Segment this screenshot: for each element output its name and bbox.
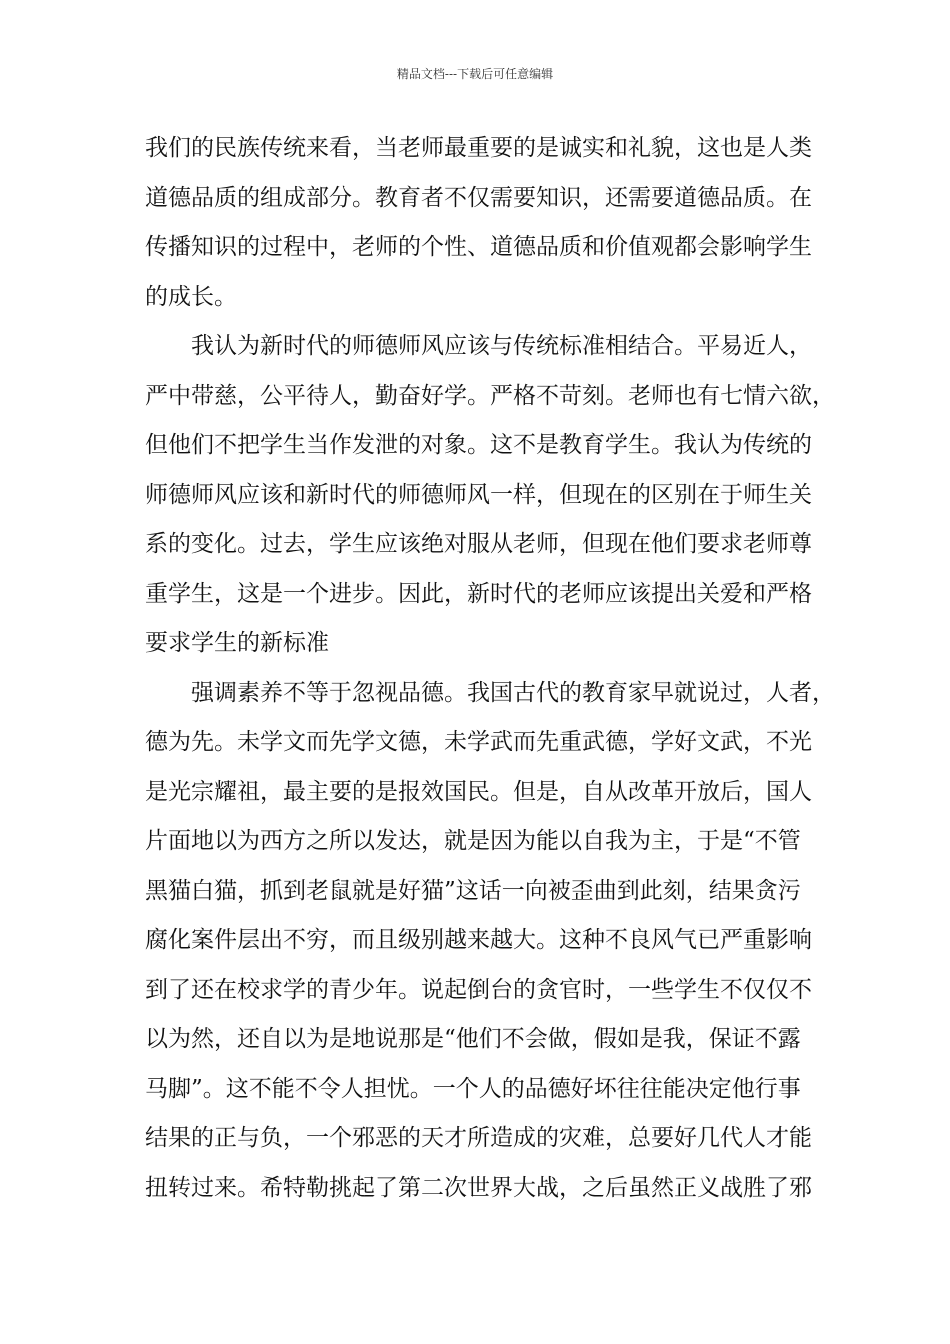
text-line: 师德师风应该和新时代的师德师风一样，但现在的区别在于师生关 [145,481,812,508]
text-line: 片面地以为西方之所以发达，就是因为能以自我为主，于是“不管 [145,828,801,854]
paragraph [145,669,835,1214]
text-line: 我认为新时代的师德师风应该与传统标准相结合。平易近人， [145,333,812,359]
text-line: 重学生，这是一个进步。因此，新时代的老师应该提出关爱和严格 [145,580,812,607]
text-line: 要求学生的新标准 [145,630,329,656]
text-line: 的成长。 [145,283,237,310]
document-body [145,124,835,1213]
page-header: 精品文档---下载后可任意编辑 [396,67,554,81]
text-line: 严中带慈，公平待人，勤奋好学。严格不苛刻。老师也有七情六欲， [145,382,835,409]
text-line: 腐化案件层出不穷，而且级别越来越大。这种不良风气已严重影响 [145,927,812,953]
text-line: 结果的正与负，一个邪恶的天才所造成的灾难，总要好几代人才能 [145,1125,812,1151]
text-line: 我们的民族传统来看，当老师最重要的是诚实和礼貌，这也是人类 [145,135,812,161]
paragraph [145,124,825,322]
text-line: 扭转过来。希特勒挑起了第二次世界大战，之后虽然正义战胜了邪 [145,1174,812,1201]
text-line: 马脚”。这不能不令人担忧。一个人的品德好坏往往能决定他行事 [145,1075,801,1102]
text-line: 强调素养不等于忽视品德。我国古代的教育家早就说过，人者， [145,679,835,706]
text-line: 传播知识的过程中，老师的个性、道德品质和价值观都会影响学生 [145,234,812,260]
text-line: 到了还在校求学的青少年。说起倒台的贪官时，一些学生不仅仅不 [145,976,812,1003]
text-line: 德为先。未学文而先学文德，未学武而先重武德，学好文武，不光 [145,729,812,755]
text-line: 系的变化。过去，学生应该绝对服从老师，但现在他们要求老师尊 [145,531,812,557]
paragraph [145,322,835,669]
text-line: 黑猫白猫，抓到老鼠就是好猫”这话一向被歪曲到此刻，结果贪污 [145,877,801,904]
text-line: 是光宗耀祖，最主要的是报效国民。但是，自从改革开放后，国人 [145,778,812,805]
text-line: 道德品质的组成部分。教育者不仅需要知识，还需要道德品质。在 [145,184,812,211]
text-line: 但他们不把学生当作发泄的对象。这不是教育学生。我认为传统的 [145,432,812,458]
text-line: 以为然，还自以为是地说那是“他们不会做，假如是我，保证不露 [145,1026,801,1052]
